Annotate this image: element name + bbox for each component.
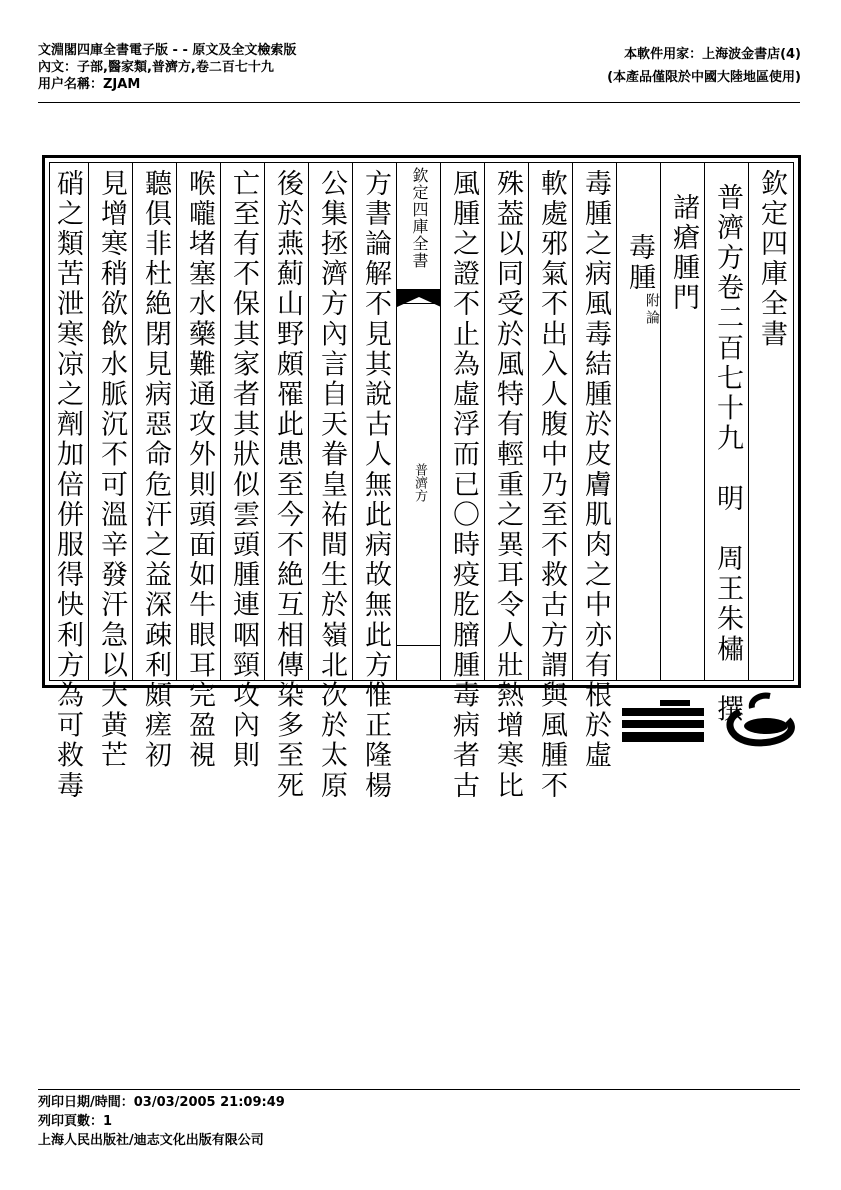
fold-line — [397, 645, 441, 646]
column-text: 諸瘡腫門 — [668, 193, 699, 314]
column-text: 喉嚨堵塞水藥難通攻外則頭面如牛眼耳完盈視 — [184, 169, 215, 771]
center-fold-title: 欽定四庫全書 — [410, 167, 429, 269]
text-column-7 — [484, 163, 529, 802]
column-text: 毒腫之病風毒結腫於皮膚肌肉之中亦有根於虛 — [580, 169, 611, 771]
column-text: 聽俱非杜絶閉見病惡命危汗之益深疎利頗瘥初 — [140, 169, 171, 771]
text-column-11 — [308, 163, 353, 802]
text-column-15 — [132, 163, 177, 771]
text-column-14 — [176, 163, 221, 771]
column-text: 方書論解不見其說古人無此病故無此方惟正隆楊 — [360, 169, 391, 802]
header-region-notice: (本產品僅限於中國大陸地區使用) — [607, 70, 801, 85]
column-text: 殊葢以同受於風特有輕重之異耳令人壯熱增寒比 — [492, 169, 523, 802]
column-note: 附論 — [644, 293, 660, 328]
column-text: 普濟方卷二百七十九 明 周王朱橚 撰 — [712, 183, 743, 725]
text-column-1 — [748, 163, 793, 680]
column-text: 軟處邪氣不出入人腹中乃至不救古方謂與風腫不 — [536, 169, 567, 802]
text-column-12 — [264, 163, 309, 802]
text-column-5 — [572, 163, 617, 771]
fold-line — [397, 303, 441, 304]
column-text: 公集拯濟方內言自天眷皇祐間生於嶺北次於太原 — [316, 169, 347, 802]
text-column-16 — [88, 163, 133, 771]
header-divider — [38, 102, 800, 103]
center-fold-column — [396, 163, 441, 680]
column-text: 毒腫 — [624, 233, 655, 294]
footer-print-pages: 列印頁數：1 — [38, 1114, 113, 1129]
column-text: 後於燕薊山野頗罹此患至今不絶互相傳染多至死 — [272, 169, 303, 802]
page-inner-frame — [49, 162, 794, 802]
footer-divider — [38, 1089, 800, 1090]
text-column-2 — [704, 163, 749, 725]
header-left — [38, 42, 296, 93]
column-text: 亡至有不保其家者其狀似雲頭腫連咽頸攻內則 — [228, 169, 259, 771]
column-text: 欽定四庫全書 — [756, 169, 787, 350]
column-text: 硝之類苦泄寒凉之劑加倍併服得快利方為可救毒 — [52, 169, 83, 802]
column-text: 風腫之證不止為虛浮而已〇時疫肐膪腫毒病者古 — [448, 169, 479, 802]
text-column-10 — [352, 163, 397, 802]
header-username: 用户名稱：ZJAM — [38, 77, 141, 92]
page-frame — [42, 155, 801, 802]
text-column-4 — [616, 163, 661, 680]
footer-publisher: 上海人民出版社/迪志文化出版有限公司 — [38, 1133, 264, 1148]
fish-tail-mark-icon — [397, 289, 441, 329]
header-licensee: 本軟件用家：上海波金書店(4) — [624, 47, 801, 62]
text-column-8 — [440, 163, 485, 802]
header-right — [607, 46, 801, 92]
text-column-13 — [220, 163, 265, 771]
text-column-17 — [46, 163, 89, 802]
center-fold-book-title: 普濟方 — [412, 463, 427, 502]
footer-print-date: 列印日期/時間：03/03/2005 21:09:49 — [38, 1095, 285, 1110]
column-text: 見增寒稍欲飲水脈沉不可溫辛發汗急以大黄芒 — [96, 169, 127, 771]
text-column-6 — [528, 163, 573, 802]
text-column-3 — [660, 163, 705, 680]
header-title: 文淵閣四庫全書電子版 - - 原文及全文檢索版 — [38, 43, 297, 58]
publisher-logo-icon — [620, 690, 800, 750]
header-content-path: 內文：子部,醫家類,普濟方,卷二百七十九 — [38, 60, 274, 75]
